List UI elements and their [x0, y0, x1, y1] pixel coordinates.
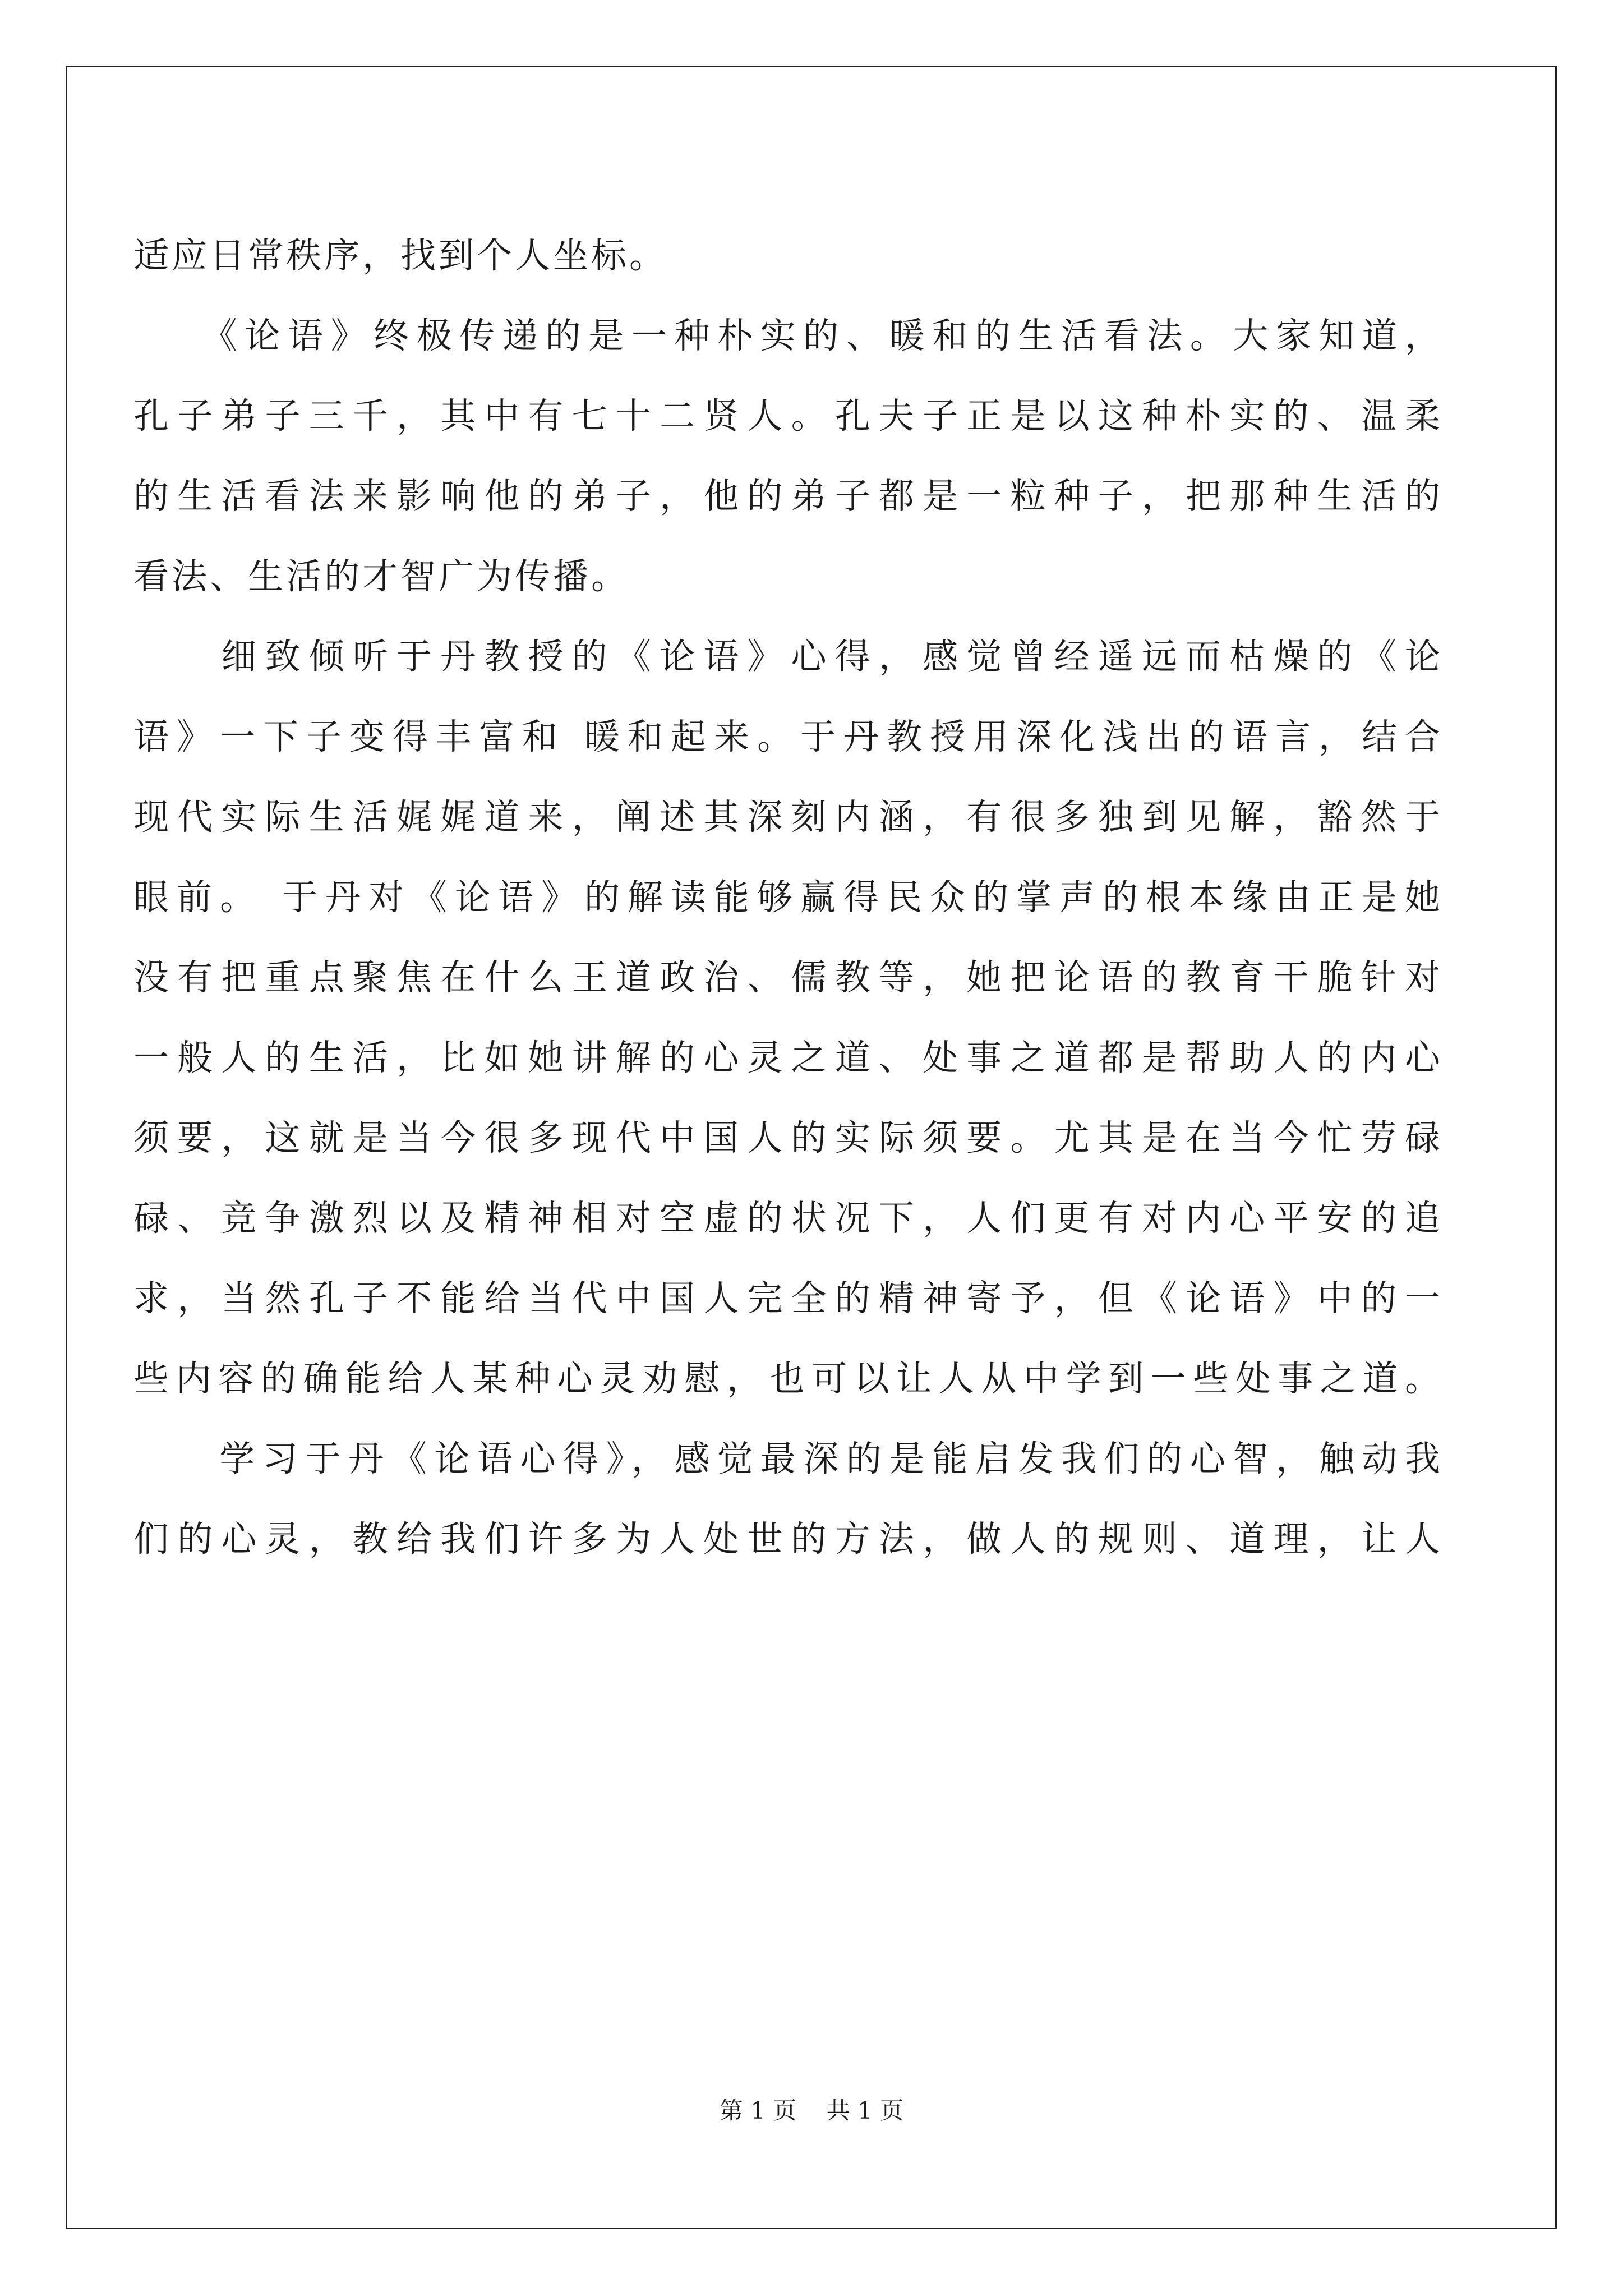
- text-line: 细致倾听于丹教授的《论语》心得，感觉曾经遥远而枯燥的《论: [133, 636, 1440, 677]
- text-line: 求，当然孔子不能给当代中国人完全的精神寄予，但《论语》中的一: [133, 1278, 1440, 1319]
- text-line: 语》一下子变得丰富和 暖和起来。于丹教授用深化浅出的语言，结合: [133, 716, 1440, 757]
- text-line: 没有把重点聚焦在什么王道政治、儒教等，她把论语的教育干脆针对: [133, 957, 1440, 998]
- document-body: [133, 215, 1440, 1579]
- text-line: 看法、生活的才智广为传播。: [133, 556, 629, 597]
- text-line: 一般人的生活，比如她讲解的心灵之道、处事之道都是帮助人的内心: [133, 1037, 1440, 1078]
- text-line: 须要，这就是当今很多现代中国人的实际须要。尤其是在当今忙劳碌: [133, 1117, 1440, 1158]
- text-line: 《论语》终极传递的是一种朴实的、暖和的生活看法。大家知道，: [133, 315, 1440, 356]
- text-line: 些内容的确能给人某种心灵劝慰，也可以让人从中学到一些处事之道。: [133, 1358, 1440, 1399]
- text-line: 学习于丹《论语心得》，感觉最深的是能启发我们的心智，触动我: [133, 1438, 1440, 1479]
- text-line: 适应日常秩序，找到个人坐标。: [133, 235, 667, 276]
- page-footer: 第 1 页 共 1 页: [719, 2097, 904, 2124]
- text-line: 孔子弟子三千，其中有七十二贤人。孔夫子正是以这种朴实的、温柔: [133, 395, 1440, 436]
- text-line: 的生活看法来影响他的弟子，他的弟子都是一粒种子，把那种生活的: [133, 476, 1440, 517]
- text-line: 碌、竞争激烈以及精神相对空虚的状况下，人们更有对内心平安的追: [133, 1198, 1440, 1239]
- text-line: 眼前。 于丹对《论语》的解读能够赢得民众的掌声的根本缘由正是她: [133, 877, 1440, 918]
- text-line: 们的心灵，教给我们许多为人处世的方法，做人的规则、道理，让人: [133, 1519, 1440, 1559]
- text-line: 现代实际生活娓娓道来，阐述其深刻内涵，有很多独到见解，豁然于: [133, 797, 1440, 838]
